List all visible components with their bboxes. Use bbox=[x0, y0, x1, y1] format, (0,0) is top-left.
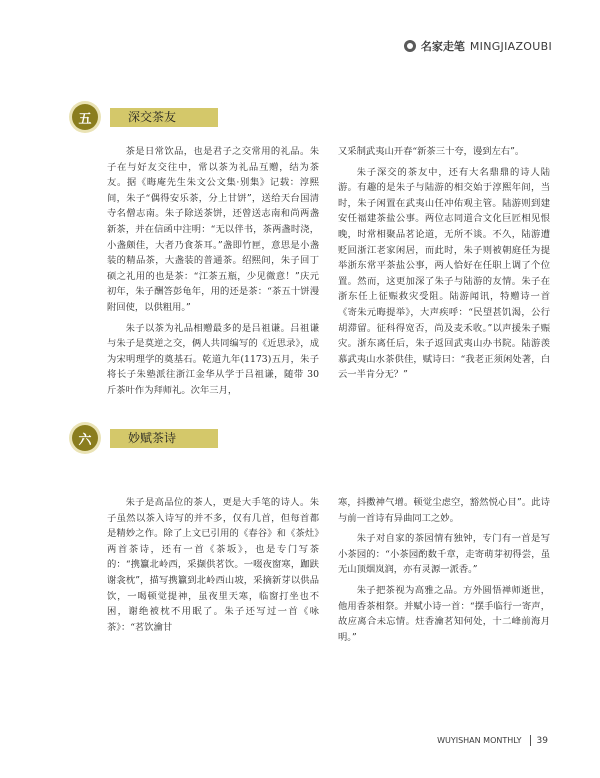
section-heading bbox=[72, 104, 218, 130]
section-5-right-column bbox=[338, 144, 550, 388]
footer-divider bbox=[530, 735, 531, 746]
section-title: 深交茶友 bbox=[110, 108, 218, 127]
paragraph: 朱子把茶视为高雅之品。方外圆悟禅师逝世，他用香茶相祭。并赋小诗一首：“摆手临行一寄声，故应离合未忘情。炷香瀹茗知何处，十二峰前海月明。” bbox=[338, 584, 550, 643]
section-number-badge: 五 bbox=[72, 104, 98, 130]
paragraph: 朱子是高品位的茶人，更是大手笔的诗人。朱子虽然以茶入诗写的并不多，仅有几首，但每首都是精妙之作。除了上文已引用的《春谷》和《茶灶》两首茶诗，还有一首《茶坂》，也是专门写茶的：“携籯北岭西，采撷供茗饮。一啜夜窗寒，跏趺谢衾枕”，描写携籯到北岭西山坡，采摘新芽以供品饮，一喝顿觉提神，虽夜里天寒，临窗打坐也不困，谢绝被枕不用眠了。朱子还写过一首《咏茶》：“茗饮瀹甘 bbox=[107, 497, 319, 633]
paragraph: 茶是日常饮品，也是君子之交常用的礼品。朱子在与好友交往中，常以茶为礼品互赠，结为茶友。据《晦庵先生朱文公文集·别集》记载：淳熙间，朱子“偶得安乐茶，分上甘饼”，送给天台国清寺名僧志南。朱子除送茶饼，还曾送志南和尚两盏新茶，并在信函中注明：“无以伴书，茶两盏时浇，小盏颇佳，大者乃食茶耳。”盏即竹匣，意思是小盏装的精品茶，大盏装的普通茶。绍熙间，朱子回丁硕之礼用的也是茶：“江茶五瓶，少见微意！”庆元初年，朱子酬答彭龟年，用的还是茶：“茶五十饼漫附回使，以供粗用。” bbox=[107, 146, 319, 313]
column-logo-icon bbox=[404, 40, 416, 52]
paragraph: 朱子深交的茶友中，还有大名鼎鼎的诗人陆游。有趣的是朱子与陆游的相交始于淳熙年间，当时，朱子闲置在武夷山任冲佑观主管。陆游则到建安任福建茶盐公事。两位志同道合文化巨匠相见恨晚，时常相聚品茗论道，无所不谈。不久，陆游遭贬回浙江老家闲居，而此时，朱子则被朝庭任为提举浙东常平茶盐公事，两人恰好在任职上调了个位置。然而，这更加深了朱子与陆游的友情。朱子在浙东任上征赈救灾受阻。陆游闻讯，特赠诗一首《寄朱元晦提举》，大声疾呼：“民望甚饥渴，公行胡滞留。征科得宽否，尚及麦禾收。”以声援朱子赈灾。浙东离任后，朱子返回武夷山办书院。陆游羡慕武夷山水茶供佳，赋诗曰：“我老正须闲处著，白云一半肯分无？” bbox=[338, 166, 550, 381]
page-header bbox=[404, 38, 552, 54]
section-number-badge: 六 bbox=[72, 425, 98, 451]
magazine-name: WUYISHAN MONTHLY bbox=[437, 736, 522, 745]
column-title-en: MINGJIAZOUBI bbox=[469, 39, 552, 53]
section-5-left-column bbox=[107, 144, 319, 404]
paragraph: 朱子以茶为礼品相赠最多的是吕祖谦。吕祖谦与朱子是莫逆之交，俩人共同编写的《近思录》，成为宋明理学的奠基石。乾道九年(1173)五月，朱子将长子朱塾派往浙江金华从学于吕祖谦，随带 30 斤茶叶作为拜师礼。次年三月， bbox=[107, 322, 319, 396]
section-heading bbox=[72, 425, 218, 451]
page-footer bbox=[437, 735, 548, 746]
paragraph: 朱子对自家的茶园情有独钟，专门有一首是写小茶园的：“小茶园酌数千章，走寄萌芽初得尝，虽无山顶烟岚润，亦有灵源一派香。” bbox=[338, 533, 550, 576]
section-6-left-column bbox=[107, 495, 319, 640]
section-title: 妙赋茶诗 bbox=[110, 429, 218, 448]
paragraph: 寒，抖擞神气增。顿觉尘虑空，豁然悦心目”。此诗与前一首诗有异曲同工之妙。 bbox=[338, 497, 550, 524]
section-6-right-column bbox=[338, 495, 550, 650]
column-title-cn: 名家走笔 bbox=[420, 40, 465, 53]
page-number: 39 bbox=[536, 735, 548, 746]
paragraph: 又采制武夷山开春“新茶三十夸，谩到左右”。 bbox=[338, 146, 525, 157]
